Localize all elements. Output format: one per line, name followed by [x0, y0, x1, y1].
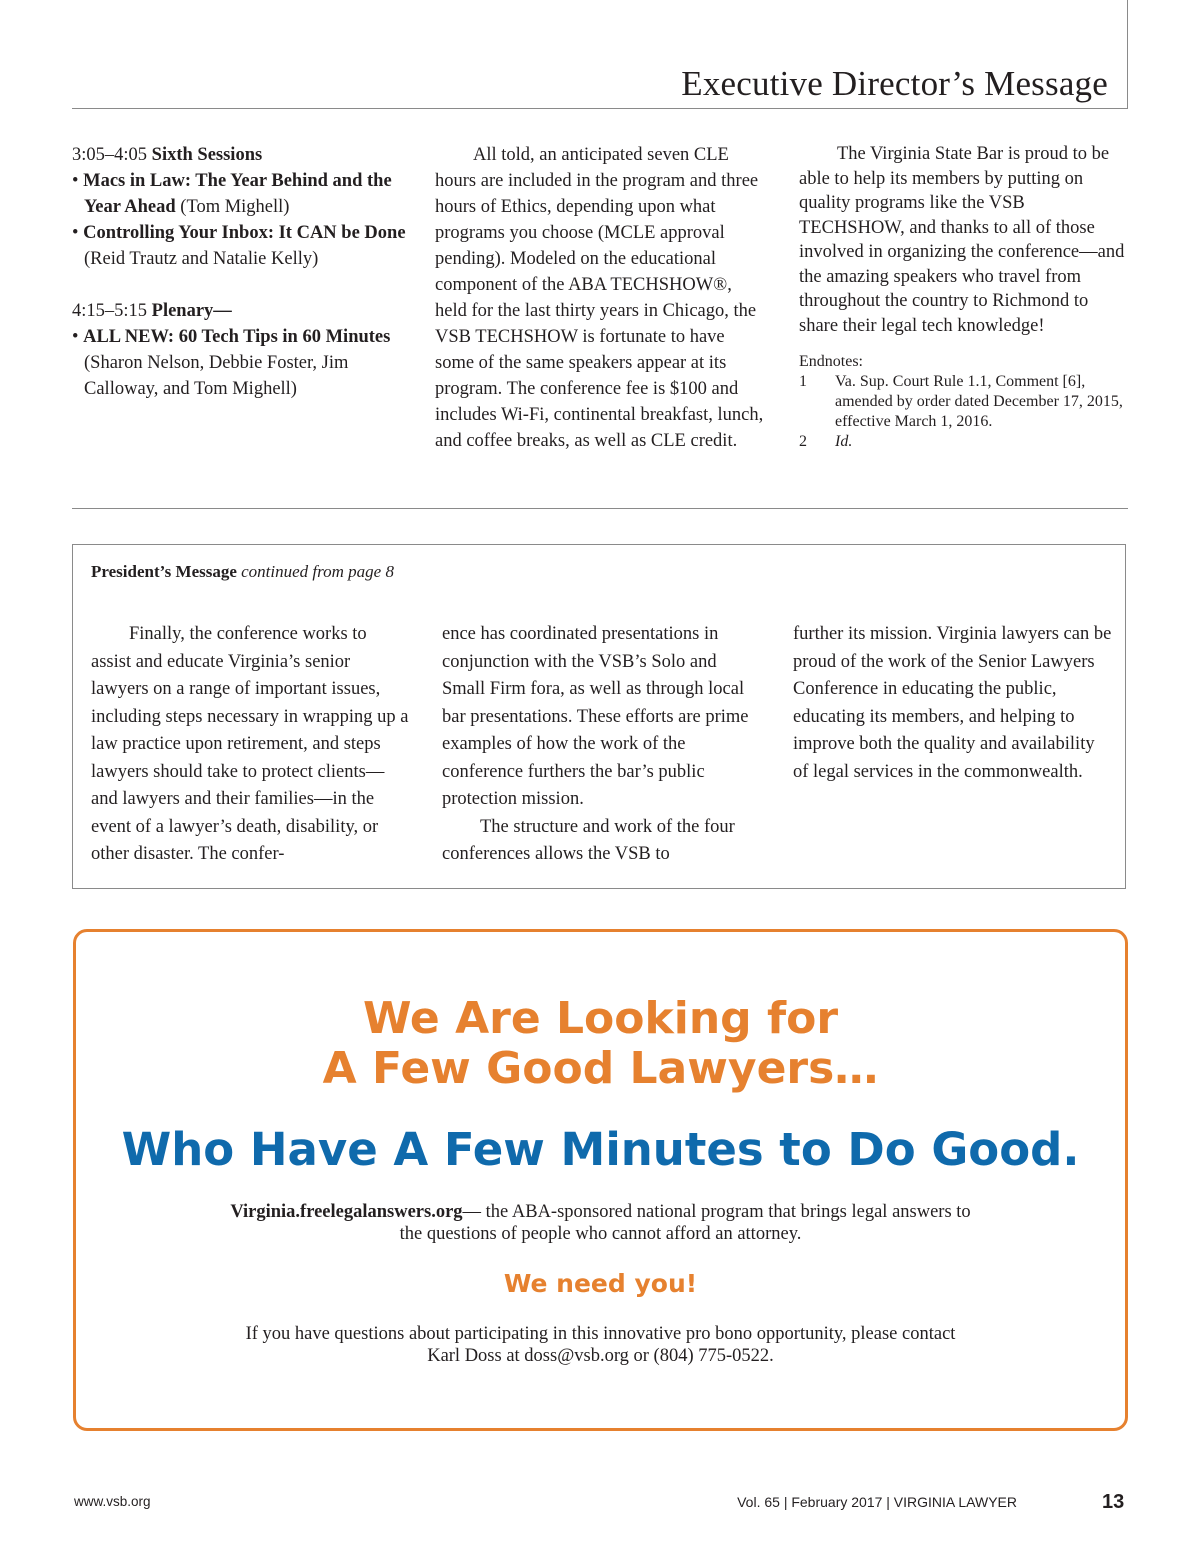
- ad-call-to-action: We need you!: [503, 1269, 698, 1298]
- endnote: [799, 372, 1125, 432]
- endnote-number: 1: [799, 373, 807, 390]
- cle-paragraph: All told, an anticipated seven CLE hours are included in the program and three hours of Ethics, depending upon what programs you choose (MCLE approval pending). Modeled on the educational component of the ABA TECHSHOW®, held for the last thirty years in Chicago, the VSB TECHSHOW is fortunate to have some of the same speakers appear at its program. The conference fee is $100 and includes Wi-Fi, continental breakfast, lunch, and coffee breaks, as well as CLE credit.: [435, 145, 764, 451]
- presidents-message-box: [72, 544, 1126, 889]
- endnote: [799, 432, 1125, 452]
- session-heading: [72, 298, 412, 324]
- session-item: • ALL NEW: 60 Tech Tips in 60 Minutes (Sharon Nelson, Debbie Foster, Jim Calloway, and Tom Mighell): [72, 327, 391, 399]
- session-item-speakers: (Sharon Nelson, Debbie Foster, Jim Calloway, and Tom Mighell): [84, 353, 349, 399]
- session-item-speakers: (Tom Mighell): [175, 197, 290, 217]
- presidents-message-column: [793, 621, 1113, 786]
- pro-bono-ad: [73, 929, 1128, 1431]
- session-heading: [72, 142, 412, 168]
- header-rule: [72, 108, 1128, 109]
- session-item-speakers: (Reid Trautz and Natalie Kelly): [84, 249, 319, 269]
- ad-subheadline: Who Have A Few Minutes to Do Good.: [121, 1123, 1080, 1176]
- ad-contact: Karl Doss at doss@vsb.org or (804) 775-0522.: [427, 1346, 774, 1366]
- session-item-title: Macs in Law: The Year Behind and the Year Ahead: [83, 171, 392, 217]
- closing-paragraph: The Virginia State Bar is proud to be able to help its members by putting on quality programs like the VSB TECHSHOW, and thanks to all of those involved in organizing the conference—and the amazing speakers who travel from throughout the country to Richmond to share their legal tech knowledge!: [799, 144, 1125, 336]
- footer-issue: Vol. 65 | February 2017 | VIRGINIA LAWYER: [737, 1494, 1017, 1510]
- ad-description: the questions of people who cannot afford an attorney.: [399, 1224, 802, 1244]
- session-item-title: Controlling Your Inbox: It CAN be Done: [83, 223, 406, 243]
- session-time: 3:05–4:05: [72, 145, 148, 165]
- ad-contact: If you have questions about participating in this innovative pro bono opportunity, please contact: [245, 1324, 956, 1344]
- endnotes-label: Endnotes:: [799, 353, 863, 370]
- session-title: Plenary—: [151, 301, 232, 321]
- session-title: Sixth Sessions: [151, 145, 263, 165]
- presidents-message-title: President’s Message: [91, 562, 237, 581]
- ad-headline: A Few Good Lawyers…: [322, 1043, 879, 1094]
- ad-website-link[interactable]: Virginia.freelegalanswers.org: [230, 1202, 463, 1222]
- section-divider: [72, 508, 1128, 509]
- closing-column: [799, 142, 1125, 452]
- presidents-message-text: further its mission. Virginia lawyers can be proud of the work of the Senior Lawyers Conference in educating the public, educating its members, and helping to improve both the quality and availability of legal services in the commonwealth.: [793, 624, 1112, 782]
- session-item: • Controlling Your Inbox: It CAN be Done (Reid Trautz and Natalie Kelly): [72, 223, 406, 269]
- footer-website[interactable]: www.vsb.org: [74, 1494, 151, 1509]
- schedule-column: [72, 142, 412, 402]
- ad-headline: We Are Looking for: [362, 993, 839, 1044]
- presidents-message-text: The structure and work of the four conferences allows the VSB to: [442, 816, 735, 864]
- session-item: • Macs in Law: The Year Behind and the Year Ahead (Tom Mighell): [72, 171, 392, 217]
- presidents-message-heading: [91, 561, 394, 583]
- presidents-message-column: [91, 621, 411, 869]
- header-vertical-rule: [1127, 0, 1128, 108]
- endnote-number: 2: [799, 433, 807, 450]
- session-time: 4:15–5:15: [72, 301, 148, 321]
- presidents-message-text: Finally, the conference works to assist and educate Virginia’s senior lawyers on a range of important issues, including steps necessary in wrapping up a law practice upon retirement, and steps lawyers should take to protect clients—and lawyers and their families—in the event of a lawyer’s death, disability, or other disaster. The confer-: [91, 624, 409, 864]
- presidents-message-text: ence has coordinated presentations in conjunction with the VSB’s Solo and Small Firm fora, as well as through local bar presentations. These efforts are prime examples of how the work of the conference furthers the bar’s public protection mission.: [442, 624, 749, 809]
- endnote-text: Id.: [835, 433, 853, 450]
- cle-column: [435, 142, 767, 454]
- presidents-message-column: [442, 621, 762, 869]
- continued-note: continued from page 8: [241, 562, 394, 581]
- endnote-text: Va. Sup. Court Rule 1.1, Comment [6], amended by order dated December 17, 2015, effective March 1, 2016.: [835, 373, 1123, 430]
- page-number: 13: [1102, 1491, 1125, 1513]
- session-item-title: ALL NEW: 60 Tech Tips in 60 Minutes: [83, 327, 391, 347]
- endnotes: [799, 352, 1125, 452]
- section-title: Executive Director’s Message: [681, 64, 1108, 103]
- ad-description: [76, 1201, 1125, 1223]
- ad-website-description: — the ABA-sponsored national program that brings legal answers to: [462, 1202, 971, 1222]
